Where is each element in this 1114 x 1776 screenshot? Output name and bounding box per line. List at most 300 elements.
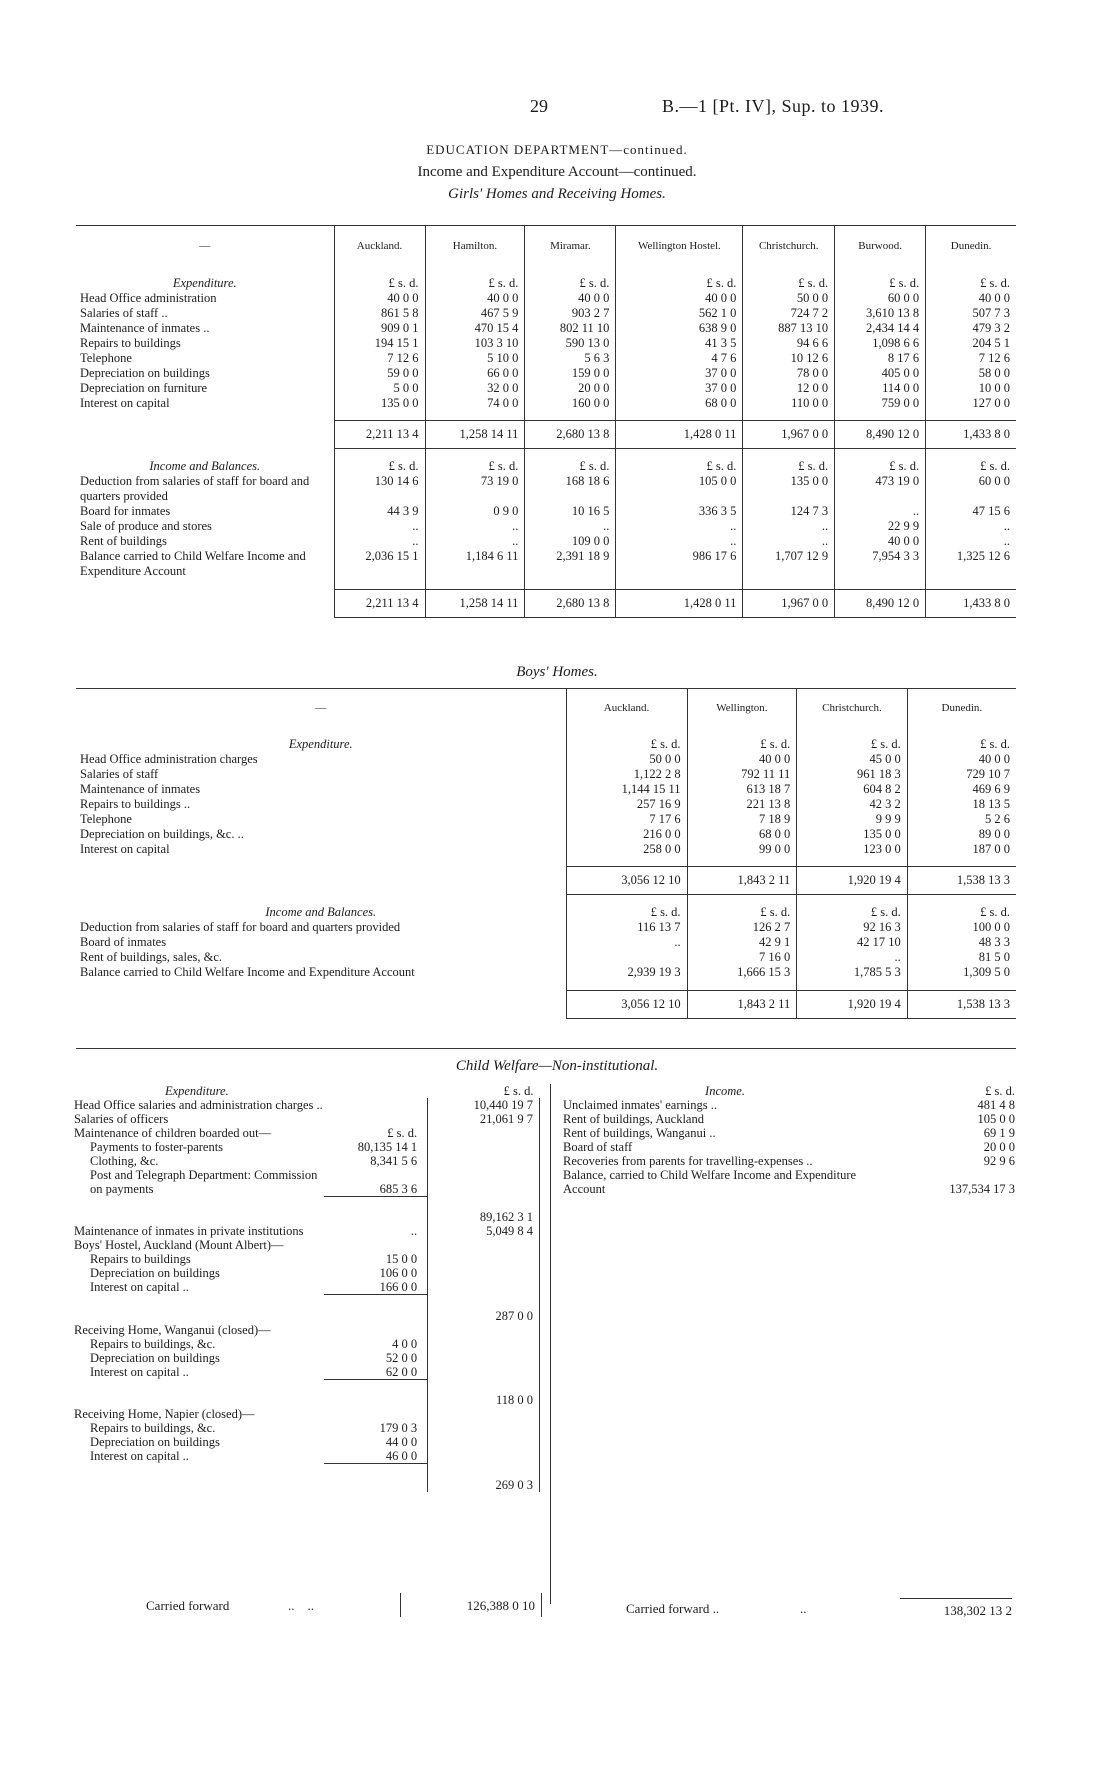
- row-value: 37 0 0: [616, 381, 743, 396]
- outer-value: [428, 1140, 540, 1154]
- inner-value: 15 0 0: [385, 1252, 418, 1266]
- row-value: 405 0 0: [835, 366, 926, 381]
- girls-homes-table: [76, 225, 1016, 618]
- child-welfare-heading: Child Welfare—Non-institutional.: [455, 1058, 659, 1074]
- row-value: 66 0 0: [425, 366, 525, 381]
- row-label: Salaries of officers: [74, 1112, 169, 1126]
- inner-value: 685 3 6: [379, 1181, 418, 1196]
- inner-value: [324, 1238, 428, 1252]
- row-label: Interest on capital ..: [90, 1449, 189, 1463]
- row-value: ..: [425, 534, 525, 549]
- row-label: Depreciation on buildings: [90, 1350, 220, 1365]
- column-header-blank: —: [76, 689, 566, 727]
- row-value: 1,122 2 8: [566, 767, 687, 782]
- table-row: [70, 1421, 540, 1435]
- row-value: 961 18 3: [797, 767, 907, 782]
- table-row: [70, 1323, 540, 1337]
- inner-value: [324, 1407, 428, 1421]
- row-label: Unclaimed inmates' earnings ..: [563, 1098, 717, 1112]
- row-value: 336 3 5: [616, 504, 743, 519]
- row-value: 68 0 0: [616, 396, 743, 411]
- currency-header: £ s. d.: [926, 449, 1016, 475]
- table-row: [70, 1337, 540, 1351]
- row-value: 168 18 6: [525, 474, 616, 504]
- account-heading: Income and Expenditure Account—continued.: [417, 164, 697, 180]
- row-value: 42 9 1: [687, 935, 797, 950]
- child-welfare-expenditure: [70, 1084, 540, 1492]
- row-value: ..: [566, 935, 687, 950]
- inner-value: 44 0 0: [385, 1435, 418, 1449]
- table-row: [76, 827, 1016, 842]
- currency-header: £ s. d.: [616, 449, 743, 475]
- row-label: Telephone: [80, 350, 132, 365]
- row-value: ..: [926, 534, 1016, 549]
- income-carried-forward-label: Carried forward ..: [626, 1601, 720, 1616]
- table-row: [559, 1126, 1015, 1140]
- row-value: 8 17 6: [835, 351, 926, 366]
- row-value: 105 0 0: [616, 474, 743, 504]
- total-value: 2,680 13 8: [525, 421, 616, 449]
- total-value: 2,211 13 4: [334, 589, 425, 617]
- row-value: 7 16 0: [687, 950, 797, 965]
- row-value: 99 0 0: [687, 842, 797, 857]
- currency-header: £ s. d.: [525, 266, 616, 291]
- row-value: 1,309 5 0: [907, 965, 1016, 980]
- row-value: [566, 950, 687, 965]
- table-row: [76, 752, 1016, 767]
- outer-value: [428, 1280, 540, 1295]
- row-value: 1,707 12 9: [743, 549, 835, 579]
- row-value: 5 10 0: [425, 351, 525, 366]
- row-label: Sale of produce and stores: [80, 519, 212, 533]
- row-value: 613 18 7: [687, 782, 797, 797]
- row-label: Depreciation on buildings, &c. ..: [80, 826, 244, 841]
- row-value: 887 13 10: [743, 321, 835, 336]
- currency-header: £ s. d.: [835, 449, 926, 475]
- currency-header: £ s. d.: [907, 727, 1016, 752]
- row-value: 92 9 6: [983, 1154, 1015, 1168]
- row-label: Board for inmates: [80, 504, 171, 518]
- total-spacer: [76, 589, 334, 617]
- column-header: Christchurch.: [743, 226, 835, 266]
- table-row: [559, 1098, 1015, 1112]
- table-row: [76, 381, 1016, 396]
- table-row: [76, 306, 1016, 321]
- inner-value: [324, 1379, 428, 1407]
- inner-value: ..: [410, 1224, 418, 1238]
- inner-value: 8,341 5 6: [370, 1154, 418, 1168]
- expenditure-carried-forward-value: 126,388 0 10: [466, 1598, 535, 1613]
- section-label: Expenditure.: [172, 275, 237, 290]
- row-value: 2,939 19 3: [566, 965, 687, 980]
- row-value: 32 0 0: [425, 381, 525, 396]
- total-value: 1,538 13 3: [907, 867, 1016, 895]
- currency-header: £ s. d.: [425, 266, 525, 291]
- outer-value: 10,440 19 7: [428, 1098, 540, 1112]
- row-value: 257 16 9: [566, 797, 687, 812]
- currency-header: £ s. d.: [835, 266, 926, 291]
- row-value: ..: [616, 519, 743, 534]
- row-label: [70, 1196, 324, 1224]
- row-label: Board of staff: [563, 1140, 633, 1154]
- row-value: ..: [797, 950, 907, 965]
- row-value: 1,144 15 11: [566, 782, 687, 797]
- row-value: 109 0 0: [525, 534, 616, 549]
- outer-value: [428, 1435, 540, 1449]
- currency-header: £ s. d.: [525, 449, 616, 475]
- row-value: 60 0 0: [926, 474, 1016, 504]
- row-value: 40 0 0: [425, 291, 525, 306]
- row-value: 40 0 0: [926, 291, 1016, 306]
- row-value: 2,391 18 9: [525, 549, 616, 579]
- column-header: Hamilton.: [425, 226, 525, 266]
- row-value: 2,036 15 1: [334, 549, 425, 579]
- table-row: [70, 1126, 540, 1140]
- row-value: 135 0 0: [334, 396, 425, 411]
- row-label: Repairs to buildings: [80, 335, 181, 350]
- row-value: 467 5 9: [425, 306, 525, 321]
- table-row: [76, 920, 1016, 935]
- table-row: [76, 797, 1016, 812]
- row-value: 60 0 0: [835, 291, 926, 306]
- currency-header: £ s. d.: [566, 727, 687, 752]
- row-value: 116 13 7: [566, 920, 687, 935]
- row-value: 58 0 0: [926, 366, 1016, 381]
- table-row: [76, 935, 1016, 950]
- inner-value: £ s. d.: [387, 1126, 418, 1140]
- total-value: 8,490 12 0: [835, 589, 926, 617]
- currency-header: £ s. d.: [797, 727, 907, 752]
- row-value: 187 0 0: [907, 842, 1016, 857]
- row-value: 103 3 10: [425, 336, 525, 351]
- outer-value: 21,061 9 7: [428, 1112, 540, 1126]
- row-label: Recoveries from parents for travelling-expenses ..: [563, 1154, 813, 1168]
- table-row: [70, 1112, 540, 1126]
- currency-header: £ s. d.: [687, 727, 797, 752]
- row-value: ..: [425, 519, 525, 534]
- row-value: 470 15 4: [425, 321, 525, 336]
- row-value: 802 11 10: [525, 321, 616, 336]
- row-value: 37 0 0: [616, 366, 743, 381]
- column-header-blank: —: [76, 226, 334, 266]
- inner-value: [324, 1295, 428, 1323]
- total-value: 1,433 8 0: [926, 421, 1016, 449]
- row-value: 792 11 11: [687, 767, 797, 782]
- row-value: ..: [525, 519, 616, 534]
- table-row: [70, 1435, 540, 1449]
- table-row: [70, 1351, 540, 1365]
- section-label: Expenditure.: [164, 1084, 229, 1098]
- row-value: 18 13 5: [907, 797, 1016, 812]
- row-value: ..: [334, 519, 425, 534]
- row-value: 73 19 0: [425, 474, 525, 504]
- outer-value: [428, 1421, 540, 1435]
- row-value: 94 6 6: [743, 336, 835, 351]
- row-label: Interest on capital: [80, 841, 170, 856]
- inner-value: 106 0 0: [379, 1266, 418, 1280]
- row-value: 0 9 0: [425, 504, 525, 519]
- row-value: ..: [743, 534, 835, 549]
- row-value: 160 0 0: [525, 396, 616, 411]
- row-value: 1,785 5 3: [797, 965, 907, 980]
- column-header: Wellington Hostel.: [616, 226, 743, 266]
- row-label: Balance carried to Child Welfare Income and Expenditure Account: [80, 965, 415, 979]
- row-value: 40 0 0: [687, 752, 797, 767]
- row-value: 44 3 9: [334, 504, 425, 519]
- row-label: Interest on capital ..: [90, 1364, 189, 1379]
- table-row: [76, 336, 1016, 351]
- table-row: [70, 1224, 540, 1238]
- income-carried-forward-value: 138,302 13 2: [943, 1603, 1012, 1618]
- row-value: ..: [926, 519, 1016, 534]
- row-value: 562 1 0: [616, 306, 743, 321]
- table-row: [70, 1140, 540, 1154]
- row-value: 40 0 0: [616, 291, 743, 306]
- row-value: ..: [334, 534, 425, 549]
- row-value: 135 0 0: [797, 827, 907, 842]
- row-value: 9 9 9: [797, 812, 907, 827]
- row-value: 69 1 9: [983, 1126, 1015, 1140]
- row-value: 1,666 15 3: [687, 965, 797, 980]
- outer-value: [428, 1126, 540, 1140]
- table-row: [70, 1295, 540, 1323]
- row-value: ..: [616, 534, 743, 549]
- row-value: 903 2 7: [525, 306, 616, 321]
- row-label: Depreciation on furniture: [80, 380, 208, 395]
- row-label: Repairs to buildings: [90, 1252, 191, 1266]
- total-value: 1,258 14 11: [425, 421, 525, 449]
- page-number: 29: [530, 96, 548, 116]
- row-value: 469 6 9: [907, 782, 1016, 797]
- table-row: [70, 1407, 540, 1421]
- total-value: 1,428 0 11: [616, 421, 743, 449]
- row-value: 1,184 6 11: [425, 549, 525, 579]
- row-label: Head Office administration: [80, 290, 217, 305]
- row-label: Telephone: [80, 811, 132, 826]
- row-value: 127 0 0: [926, 396, 1016, 411]
- row-value: 81 5 0: [907, 950, 1016, 965]
- total-value: 2,680 13 8: [525, 589, 616, 617]
- currency-header: £ s. d.: [985, 1084, 1015, 1098]
- row-value: 137,534 17 3: [949, 1182, 1015, 1196]
- child-welfare-income: [550, 1084, 1017, 1604]
- table-row: [70, 1238, 540, 1252]
- total-value: 1,843 2 11: [687, 990, 797, 1018]
- row-value: 89 0 0: [907, 827, 1016, 842]
- column-header: Wellington.: [687, 689, 797, 727]
- total-value: 1,258 14 11: [425, 589, 525, 617]
- row-value: 100 0 0: [907, 920, 1016, 935]
- row-value: 5 6 3: [525, 351, 616, 366]
- row-value: 48 3 3: [907, 935, 1016, 950]
- row-value: 22 9 9: [835, 519, 926, 534]
- currency-header: £ s. d.: [743, 449, 835, 475]
- row-value: 7,954 3 3: [835, 549, 926, 579]
- row-value: 473 19 0: [835, 474, 926, 504]
- total-value: 1,428 0 11: [616, 589, 743, 617]
- table-row: [70, 1168, 540, 1196]
- currency-header: £ s. d.: [797, 895, 907, 921]
- row-label: [70, 1295, 324, 1323]
- table-row: [76, 812, 1016, 827]
- row-value: 604 8 2: [797, 782, 907, 797]
- row-value: 50 0 0: [566, 752, 687, 767]
- row-value: 110 0 0: [743, 396, 835, 411]
- section-label: Expenditure.: [288, 736, 353, 751]
- row-label: Deduction from salaries of staff for board and quarters provided: [80, 920, 401, 934]
- total-value: 2,211 13 4: [334, 421, 425, 449]
- table-row: [76, 965, 1016, 980]
- inner-value: [324, 1323, 428, 1337]
- row-label: Payments to foster-parents: [90, 1140, 224, 1154]
- row-value: 159 0 0: [525, 366, 616, 381]
- table-row: [76, 351, 1016, 366]
- section-label: Income.: [705, 1084, 745, 1098]
- currency-header: £ s. d.: [503, 1084, 534, 1098]
- row-value: 59 0 0: [334, 366, 425, 381]
- currency-header: £ s. d.: [425, 449, 525, 475]
- row-value: 986 17 6: [616, 549, 743, 579]
- outer-value: [428, 1154, 540, 1168]
- outer-value: [428, 1365, 540, 1380]
- table-row: [76, 767, 1016, 782]
- row-label: Balance carried to Child Welfare Income and Expenditure Account: [80, 549, 306, 578]
- currency-header: £ s. d.: [616, 266, 743, 291]
- boys-homes-table: [76, 688, 1016, 1019]
- total-value: 8,490 12 0: [835, 421, 926, 449]
- table-row: [559, 1140, 1015, 1154]
- row-value: 130 14 6: [334, 474, 425, 504]
- row-value: 221 13 8: [687, 797, 797, 812]
- inner-value: 179 0 3: [379, 1421, 418, 1435]
- row-label: Depreciation on buildings: [80, 365, 210, 380]
- row-value: 40 0 0: [334, 291, 425, 306]
- row-value: 45 0 0: [797, 752, 907, 767]
- inner-value: 52 0 0: [385, 1350, 418, 1365]
- currency-header: £ s. d.: [687, 895, 797, 921]
- row-value: 7 12 6: [926, 351, 1016, 366]
- outer-value: [428, 1323, 540, 1337]
- row-label: Head Office administration charges: [80, 751, 258, 766]
- expenditure-carried-forward-label: Carried forward: [146, 1598, 230, 1613]
- inner-value: 46 0 0: [385, 1449, 418, 1463]
- row-label: Interest on capital ..: [90, 1280, 189, 1294]
- column-header: Miramar.: [525, 226, 616, 266]
- table-row: [559, 1168, 1015, 1196]
- table-row: [76, 396, 1016, 411]
- row-label: Rent of buildings, Wanganui ..: [563, 1126, 716, 1140]
- row-label: Maintenance of inmates: [80, 781, 201, 796]
- table-row: [70, 1252, 540, 1266]
- row-value: 861 5 8: [334, 306, 425, 321]
- row-label: Post and Telegraph Department: Commission on payments: [90, 1168, 318, 1196]
- row-label: Boys' Hostel, Auckland (Mount Albert)—: [74, 1238, 284, 1252]
- inner-value: [324, 1098, 428, 1112]
- row-value: 74 0 0: [425, 396, 525, 411]
- row-value: 126 2 7: [687, 920, 797, 935]
- table-row: [70, 1196, 540, 1224]
- outer-value: 287 0 0: [428, 1295, 540, 1323]
- inner-value: [324, 1464, 428, 1492]
- row-value: 1,325 12 6: [926, 549, 1016, 579]
- row-label: Maintenance of children boarded out—: [74, 1126, 272, 1140]
- table-row: [76, 504, 1016, 519]
- total-spacer: [76, 867, 566, 895]
- inner-value: [324, 1112, 428, 1126]
- column-header: Christchurch.: [797, 689, 907, 727]
- row-value: 41 3 5: [616, 336, 743, 351]
- row-value: 105 0 0: [977, 1112, 1015, 1126]
- row-value: 10 16 5: [525, 504, 616, 519]
- row-label: Balance, carried to Child Welfare Income and Expenditure Account: [563, 1168, 857, 1196]
- table-row: [70, 1154, 540, 1168]
- row-value: 759 0 0: [835, 396, 926, 411]
- row-value: 590 13 0: [525, 336, 616, 351]
- outer-value: 269 0 3: [428, 1464, 540, 1492]
- outer-value: 89,162 3 1: [428, 1196, 540, 1224]
- row-value: 10 0 0: [926, 381, 1016, 396]
- column-header: Auckland.: [566, 689, 687, 727]
- currency-header: £ s. d.: [926, 266, 1016, 291]
- row-label: Rent of buildings, Auckland: [563, 1112, 704, 1126]
- row-value: 4 7 6: [616, 351, 743, 366]
- table-row: [76, 782, 1016, 797]
- table-row: [76, 291, 1016, 306]
- total-value: 1,538 13 3: [907, 990, 1016, 1018]
- currency-header: £ s. d.: [743, 266, 835, 291]
- row-value: 92 16 3: [797, 920, 907, 935]
- row-value: 42 3 2: [797, 797, 907, 812]
- row-value: 204 5 1: [926, 336, 1016, 351]
- row-value: 78 0 0: [743, 366, 835, 381]
- currency-header: £ s. d.: [907, 895, 1016, 921]
- table-row: [76, 549, 1016, 579]
- table-row: [76, 474, 1016, 504]
- row-value: 194 15 1: [334, 336, 425, 351]
- outer-value: [428, 1449, 540, 1464]
- row-value: 40 0 0: [525, 291, 616, 306]
- row-value: 20 0 0: [525, 381, 616, 396]
- row-label: [70, 1379, 324, 1407]
- currency-header: £ s. d.: [566, 895, 687, 921]
- row-label: Repairs to buildings, &c.: [90, 1421, 216, 1435]
- outer-value: [428, 1238, 540, 1252]
- row-value: 40 0 0: [907, 752, 1016, 767]
- column-header: Dunedin.: [907, 689, 1016, 727]
- row-value: 909 0 1: [334, 321, 425, 336]
- department-heading: EDUCATION DEPARTMENT—continued.: [426, 142, 688, 157]
- outer-value: [428, 1407, 540, 1421]
- table-row: [70, 1449, 540, 1464]
- row-value: 40 0 0: [835, 534, 926, 549]
- total-spacer: [76, 421, 334, 449]
- currency-header: £ s. d.: [334, 266, 425, 291]
- table-row: [70, 1266, 540, 1280]
- inner-value: 4 0 0: [392, 1336, 418, 1351]
- total-value: 1,967 0 0: [743, 421, 835, 449]
- section-label: Income and Balances.: [149, 458, 261, 473]
- row-value: 5 0 0: [334, 381, 425, 396]
- row-value: 1,098 6 6: [835, 336, 926, 351]
- row-label: Deduction from salaries of staff for board and quarters provided: [80, 474, 310, 503]
- total-spacer: [76, 990, 566, 1018]
- row-value: 638 9 0: [616, 321, 743, 336]
- document-reference: B.—1 [Pt. IV], Sup. to 1939.: [662, 96, 885, 116]
- row-label: Maintenance of inmates ..: [80, 320, 210, 335]
- inner-value: 166 0 0: [379, 1280, 418, 1294]
- column-header: Burwood.: [835, 226, 926, 266]
- row-label: Head Office salaries and administration charges ..: [74, 1098, 323, 1112]
